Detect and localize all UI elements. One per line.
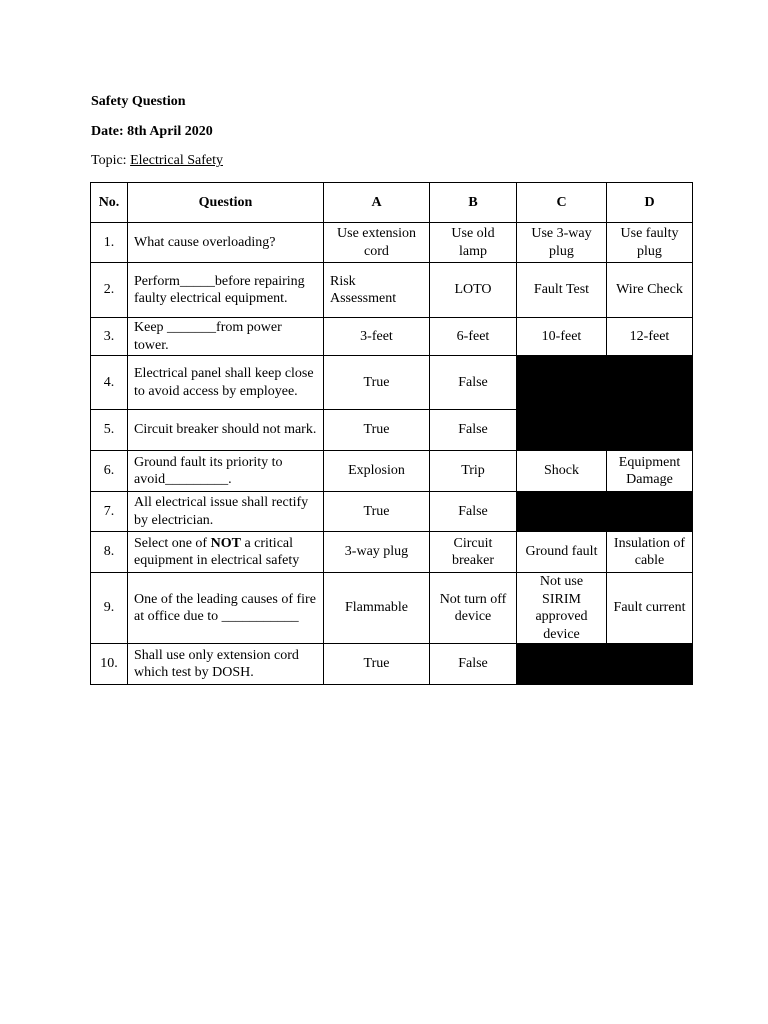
row-number: 1.	[91, 223, 128, 263]
table-row	[91, 356, 693, 410]
table-row	[91, 410, 693, 451]
option-b-cell: LOTO	[430, 263, 517, 318]
table-row	[91, 318, 693, 356]
option-a-cell: True	[324, 492, 430, 532]
redacted-cell	[607, 492, 693, 532]
option-a-cell: 3-feet	[324, 318, 430, 356]
redacted-cell	[517, 356, 607, 410]
question-emphasis: NOT	[210, 535, 241, 551]
option-b-cell: False	[430, 356, 517, 410]
option-c-cell: Use 3-way plug	[517, 223, 607, 263]
table-row	[91, 263, 693, 318]
table-row	[91, 532, 693, 573]
option-b-cell: False	[430, 492, 517, 532]
header-no: No.	[91, 183, 128, 223]
option-d-cell: Fault current	[607, 573, 693, 644]
option-b-cell: Trip	[430, 451, 517, 492]
option-a-cell: Risk Assessment	[324, 263, 430, 318]
table-row	[91, 451, 693, 492]
redacted-cell	[607, 356, 693, 410]
question-table	[90, 182, 693, 685]
topic-label: Topic:	[91, 153, 127, 168]
option-c-cell: Shock	[517, 451, 607, 492]
option-b-cell: False	[430, 410, 517, 451]
question-cell: One of the leading causes of fire at office due to ___________	[128, 573, 324, 644]
row-number: 7.	[91, 492, 128, 532]
row-number: 9.	[91, 573, 128, 644]
question-cell: Circuit breaker should not mark.	[128, 410, 324, 451]
option-d-cell: Insulation of cable	[607, 532, 693, 573]
redacted-cell	[517, 492, 607, 532]
option-d-cell: Wire Check	[607, 263, 693, 318]
topic-line	[91, 153, 223, 169]
header-row	[91, 183, 693, 223]
row-number: 3.	[91, 318, 128, 356]
redacted-cell	[517, 410, 607, 451]
question-cell: Ground fault its priority to avoid_________.	[128, 451, 324, 492]
option-a-cell: True	[324, 410, 430, 451]
row-number: 5.	[91, 410, 128, 451]
option-c-cell: Fault Test	[517, 263, 607, 318]
redacted-cell	[607, 410, 693, 451]
question-cell: Electrical panel shall keep close to avoid access by employee.	[128, 356, 324, 410]
header-question: Question	[128, 183, 324, 223]
option-d-cell: 12-feet	[607, 318, 693, 356]
row-number: 10.	[91, 644, 128, 685]
row-number: 6.	[91, 451, 128, 492]
table-row	[91, 644, 693, 685]
table-row	[91, 573, 693, 644]
question-cell: What cause overloading?	[128, 223, 324, 263]
header-a: A	[324, 183, 430, 223]
option-b-cell: Circuit breaker	[430, 532, 517, 573]
redacted-cell	[517, 644, 607, 685]
document-title: Safety Question	[91, 94, 186, 109]
option-a-cell: Flammable	[324, 573, 430, 644]
option-a-cell: 3-way plug	[324, 532, 430, 573]
question-cell: All electrical issue shall rectify by electrician.	[128, 492, 324, 532]
row-number: 8.	[91, 532, 128, 573]
option-a-cell: Use extension cord	[324, 223, 430, 263]
document-date: Date: 8th April 2020	[91, 124, 213, 139]
option-c-cell: 10-feet	[517, 318, 607, 356]
redacted-cell	[607, 644, 693, 685]
question-cell: Shall use only extension cord which test by DOSH.	[128, 644, 324, 685]
option-b-cell: Use old lamp	[430, 223, 517, 263]
table-row	[91, 223, 693, 263]
option-d-cell: Use faulty plug	[607, 223, 693, 263]
topic-value: Electrical Safety	[130, 153, 223, 168]
question-cell	[128, 532, 324, 573]
question-suffix: a critical equipment in electrical safety	[134, 535, 300, 568]
question-cell: Perform_____before repairing faulty electrical equipment.	[128, 263, 324, 318]
row-number: 4.	[91, 356, 128, 410]
row-number: 2.	[91, 263, 128, 318]
option-b-cell: False	[430, 644, 517, 685]
question-prefix: Select one of	[134, 535, 211, 551]
option-c-cell: Ground fault	[517, 532, 607, 573]
header-d: D	[607, 183, 693, 223]
option-a-cell: True	[324, 644, 430, 685]
header-b: B	[430, 183, 517, 223]
option-b-cell: 6-feet	[430, 318, 517, 356]
option-a-cell: Explosion	[324, 451, 430, 492]
option-a-cell: True	[324, 356, 430, 410]
question-cell: Keep _______from power tower.	[128, 318, 324, 356]
option-c-cell: Not use SIRIM approved device	[517, 573, 607, 644]
option-b-cell: Not turn off device	[430, 573, 517, 644]
table-row	[91, 492, 693, 532]
option-d-cell: Equipment Damage	[607, 451, 693, 492]
header-c: C	[517, 183, 607, 223]
